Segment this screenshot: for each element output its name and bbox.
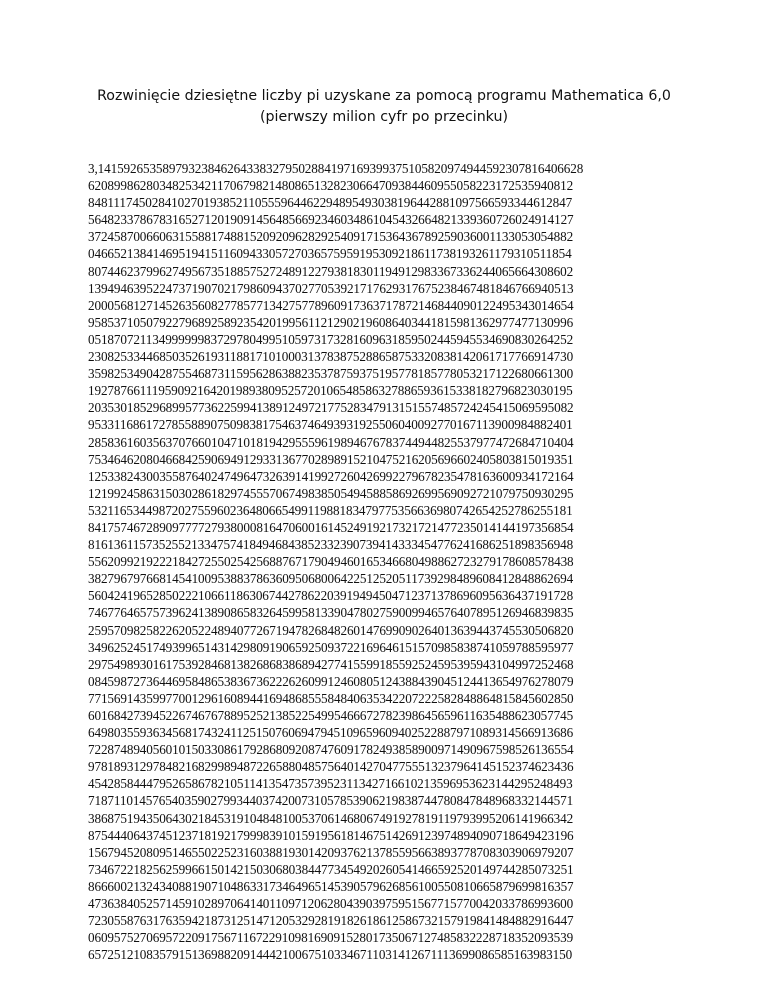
pi-digits-line: 866600213243408819071048633173464965145390579626856100550810665879699816357 — [88, 878, 574, 894]
pi-digits-line: 723055876317635942187312514712053292819182618612586732157919841484882916447 — [88, 913, 574, 929]
pi-digits-line: 372458700660631558817488152092096282925409171536436789259036001133053054882 — [88, 229, 574, 245]
pi-digits-line: 259570982582262052248940772671947826848260147699090264013639443745530506820 — [88, 622, 574, 638]
pi-digits-line: 192787661119590921642019893809525720106548586327886593615338182796823030195 — [88, 383, 573, 399]
pi-digits-line: 473638405257145910289706414011097120628043903975951567715770042033786993600 — [88, 896, 574, 912]
pi-digits-line: 848111745028410270193852110555964462294895493038196442881097566593344612847 — [88, 195, 573, 211]
pi-digits-line: 121992458631503028618297455570674983850549458858692699569092721079750930295 — [88, 485, 574, 501]
pi-digits-line: 125338243003558764024749647326391419927260426992279678235478163600934172164 — [88, 468, 574, 484]
pi-digits-line: 203530185296899577362259941389124972177528347913151557485724245415069595082 — [88, 400, 574, 416]
pi-digits-line: 746776465757396241389086583264599581339047802759009946576407895126946839835 — [88, 605, 574, 621]
pi-digits-line: 620899862803482534211706798214808651328230664709384460955058223172535940812 — [88, 178, 574, 194]
pi-digits-line: 841757467289097777279380008164706001614524919217321721477235014144197356854 — [88, 519, 574, 535]
pi-digits-line: 156794520809514655022523160388193014209376213785595663893778708303906979207 — [88, 844, 574, 860]
pi-digits-line: 816136115735255213347574184946843852332390739414333454776241686251898356948 — [88, 537, 574, 553]
document-title — [60, 86, 708, 128]
pi-digits-line: 3,141592653589793238462643383279502884197169399375105820974944592307816406628 — [88, 161, 584, 176]
pi-digits-line: 722874894056010150330861792868092087476091782493858900971490967598526136554 — [88, 742, 574, 758]
pi-digits-line: 560424196528502221066118630674427862203919494504712371378696095636437191728 — [88, 588, 574, 604]
pi-digits-line: 285836160356370766010471018194295559619894676783744944825537977472684710404 — [88, 434, 574, 450]
title-line-1: Rozwinięcie dziesiętne liczby pi uzyskane za pomocą programu Mathematica 6,0 — [97, 88, 671, 104]
pi-digits-line: 734672218256259966150142150306803844773454920260541466592520149744285073251 — [88, 861, 574, 877]
pi-digits-line: 359825349042875546873115956286388235378759375195778185778053217122680661300 — [88, 366, 574, 382]
pi-digits-line: 978189312978482168299894872265880485756401427047755513237964145152374623436 — [88, 759, 574, 775]
pi-digits-line: 060957527069572209175671167229109816909152801735067127485832228718352093539 — [88, 930, 574, 946]
pi-digits-line: 200056812714526356082778577134275778960917363717872146844090122495343014654 — [88, 297, 574, 313]
pi-digits-line: 601684273945226746767889525213852254995466672782398645659611635488623057745 — [88, 708, 574, 723]
pi-digits-line: 649803559363456817432411251507606947945109659609402522887971089314566913686 — [88, 725, 574, 741]
pi-digits-line: 807446237996274956735188575272489122793818301194912983367336244065664308602 — [88, 263, 574, 279]
pi-digits-line: 718711014576540359027993440374200731057853906219838744780847848968332144571 — [88, 793, 574, 809]
pi-digits-block — [88, 160, 680, 963]
pi-digits-line: 564823378678316527120190914564856692346034861045432664821339360726024914127 — [88, 212, 574, 228]
pi-digits-line: 046652138414695194151160943305727036575959195309218611738193261179310511854 — [88, 246, 572, 262]
pi-digits-line: 532116534498720275596023648066549911988183479775356636980742654252786255181 — [88, 502, 573, 518]
title-line-2: (pierwszy milion cyfr po przecinku) — [259, 109, 508, 125]
pi-digits-line: 753464620804668425906949129331367702898915210475216205696602405803815019351 — [88, 451, 574, 467]
pi-digits-line: 297549893016175392846813826868386894277415599185592524595395943104997252468 — [88, 656, 574, 672]
pi-digits-line: 139494639522473719070217986094370277053921717629317675238467481846766940513 — [88, 280, 574, 296]
pi-digits-line: 349625245174939965143142980919065925093722169646151570985838741059788595977 — [88, 639, 574, 655]
pi-digits-line: 771569143599770012961608944169486855584840635342207222582848864815845602850 — [88, 690, 574, 706]
pi-digits-line: 953311686172785588907509838175463746493931925506040092770167113900984882401 — [88, 417, 573, 433]
pi-digits-line: 958537105079227968925892354201995611212902196086403441815981362977477130996 — [88, 314, 574, 330]
pi-digits-line: 386875194350643021845319104848100537061468067491927819119793995206141966342 — [88, 810, 574, 826]
pi-digits-line: 556209921922218427255025425688767179049460165346680498862723279178608578438 — [88, 554, 574, 570]
pi-digits-line: 875444064374512371819217999839101591956181467514269123974894090718649423196 — [88, 827, 574, 843]
pi-digits-line: 084598727364469584865383673622262609912460805124388439045124413654976278079 — [88, 673, 574, 689]
pi-digits-line: 382796797668145410095388378636095068006422512520511739298489608412848862694 — [88, 571, 574, 587]
pi-digits-line: 657251210835791513698820914442100675103346711031412671113699086585163983150 — [88, 947, 573, 963]
pi-digits-line: 454285844479526586782105114135473573952311342716610213596953623144295248493 — [88, 776, 573, 792]
pi-digits-line: 051870721134999999837297804995105973173281609631859502445945534690830264252 — [88, 331, 574, 347]
pi-digits-line: 230825334468503526193118817101000313783875288658753320838142061717766914730 — [88, 349, 574, 365]
